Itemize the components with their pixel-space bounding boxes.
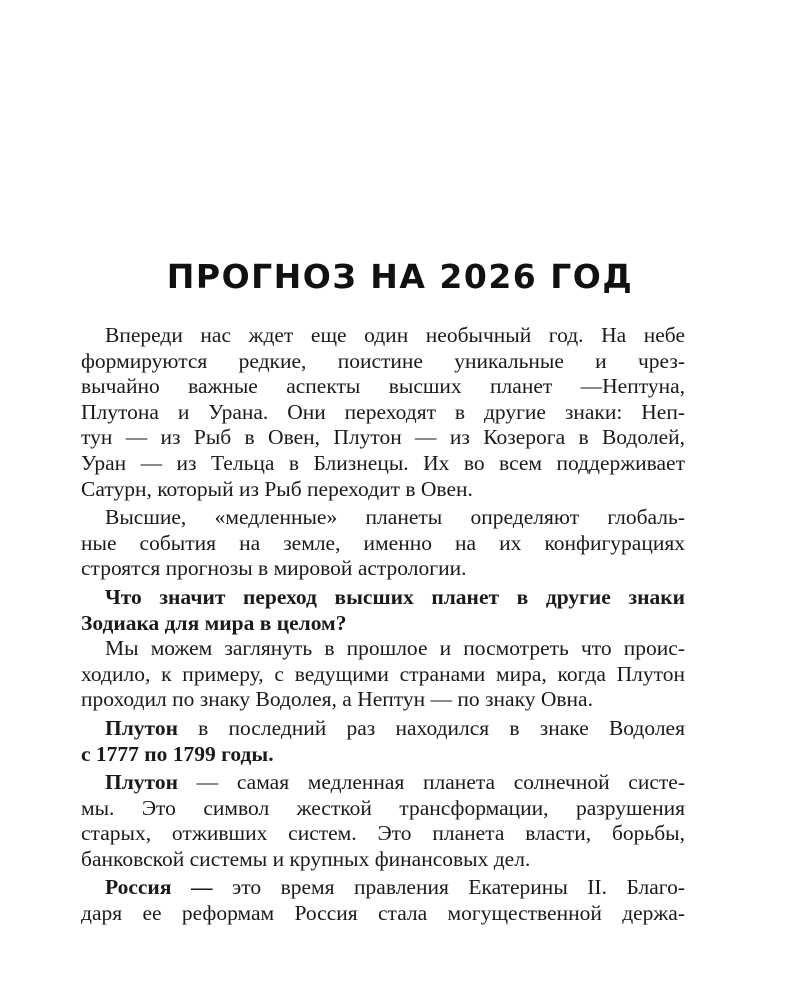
text-line xyxy=(81,585,685,611)
text-fragment: в последний раз находился в знаке Водолея xyxy=(177,715,685,740)
question-text: Что значит переход высших планет в другие знаки xyxy=(105,584,685,609)
text-line: строятся прогнозы в мировой астрологии. xyxy=(81,556,467,581)
paragraph-pluto-aquarius xyxy=(81,716,685,767)
text-line: Плутона и Урана. Они переходят в другие знаки: Неп- xyxy=(81,399,685,424)
text-line: мы. Это символ жесткой трансформации, разрушения xyxy=(81,795,685,820)
body-text xyxy=(81,323,685,927)
bold-term: Плутон xyxy=(105,770,178,795)
text-line xyxy=(81,770,685,796)
text-line: формируются редкие, поистине уникальные и чрез- xyxy=(81,348,685,373)
text-line: даря ее реформам Россия стала могущественной держа- xyxy=(81,901,685,926)
question-text: Зодиака для мира в целом? xyxy=(81,610,347,635)
text-line xyxy=(81,875,685,901)
text-line xyxy=(81,611,685,637)
paragraph-question xyxy=(81,585,685,636)
text-line: ные события на земле, именно на их конфигурациях xyxy=(81,530,685,555)
page-title: ПРОГНОЗ НА 2026 ГОД xyxy=(166,257,634,296)
bold-term: с 1777 по 1799 годы. xyxy=(81,741,274,766)
paragraph-russia xyxy=(81,875,685,926)
paragraph-pluto-description xyxy=(81,770,685,872)
text-line: тун — из Рыб в Овен, Плутон — из Козерога в Водолей, xyxy=(81,425,685,450)
text-fragment: это время правления Екатерины II. Благо- xyxy=(212,875,685,900)
text-line: ходило, к примеру, с ведущими странами мира, когда Плутон xyxy=(81,661,685,686)
text-line: Высшие, «медленные» планеты определяют глобаль- xyxy=(105,505,685,530)
text-line: старых, отживших систем. Это планета власти, борьбы, xyxy=(81,821,685,846)
text-line xyxy=(81,716,685,742)
text-line: проходил по знаку Водолея, а Нептун — по знаку Овна. xyxy=(81,687,593,712)
bold-term: Россия — xyxy=(105,875,213,900)
paragraph-slow-planets xyxy=(81,505,685,582)
text-line: банковской системы и крупных финансовых дел. xyxy=(81,846,531,871)
text-line: Сатурн, который из Рыб переходит в Овен. xyxy=(81,476,473,501)
paragraph-past xyxy=(81,636,685,713)
text-fragment: — самая медленная планета солнечной систе- xyxy=(177,770,685,795)
text-line xyxy=(81,742,685,768)
paragraph-intro xyxy=(81,323,685,502)
text-line: Впереди нас ждет еще один необычный год. На небе xyxy=(105,323,685,347)
text-line: Мы можем заглянуть в прошлое и посмотреть что проис- xyxy=(105,636,685,661)
bold-term: Плутон xyxy=(105,715,178,740)
text-line: вычайно важные аспекты высших планет —Нептуна, xyxy=(81,374,685,399)
text-line: Уран — из Тельца в Близнецы. Их во всем поддерживает xyxy=(81,450,685,475)
